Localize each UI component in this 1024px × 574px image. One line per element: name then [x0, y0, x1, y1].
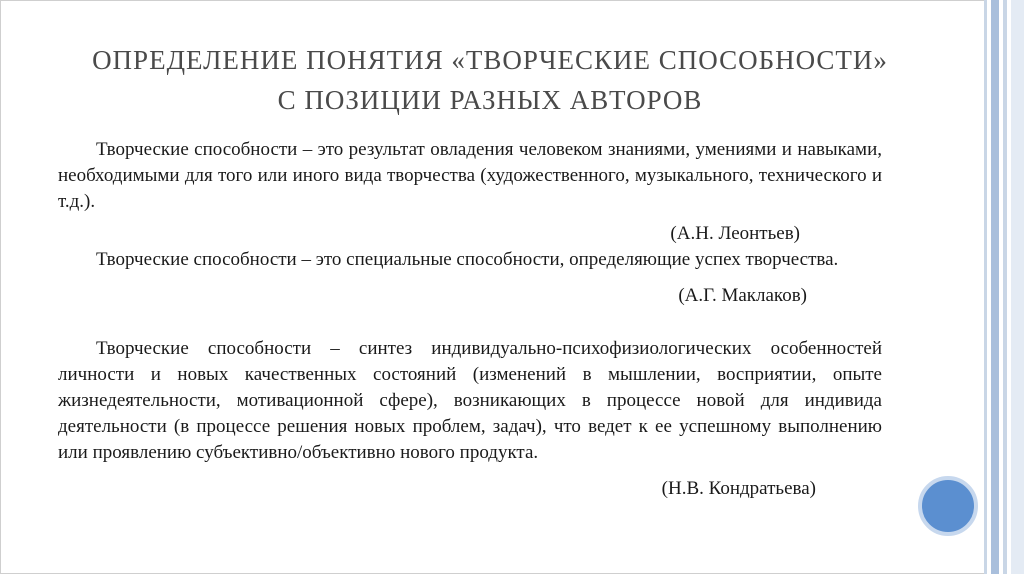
slide-body: [58, 137, 882, 502]
right-decorative-band: [984, 0, 1024, 574]
stripe: [991, 0, 999, 574]
stripe: [1003, 0, 1007, 574]
slide-title: [40, 40, 940, 120]
title-line-2: С ПОЗИЦИИ РАЗНЫХ АВТОРОВ: [277, 85, 703, 115]
definition-author: (А.Н. Леонтьев): [670, 223, 800, 244]
definition-author: (Н.В. Кондратьева): [661, 478, 816, 499]
decorative-circle: [918, 476, 978, 536]
definition-text: Творческие способности – это результат овладения человеком знаниями, умениями и навыками, необходимыми для того или иного вида творчества (художественного, музыкального, технического и т.д.).: [58, 139, 882, 212]
definition-text: Творческие способности – синтез индивидуально-психофизиологических особенностей личности и новых качественных состояний (изменений в мышлении, восприятии, опыте жизнедеятельности, мотивационной сфере), возникающих в процессе новой для индивида деятельности (в процессе решения новых проблем, задач), что ведет к ее успешному выполнению или проявлению субъективно/объективно нового продукта.: [58, 338, 882, 463]
spacer: [58, 309, 882, 336]
definition-text: Творческие способности – это специальные способности, определяющие успех творчества.: [96, 249, 839, 270]
stripe: [984, 0, 987, 574]
title-line-1: ОПРЕДЕЛЕНИЕ ПОНЯТИЯ «ТВОРЧЕСКИЕ СПОСОБНОСТИ»: [92, 45, 888, 75]
stripe: [1011, 0, 1024, 574]
definition-author: (А.Г. Маклаков): [678, 285, 807, 306]
